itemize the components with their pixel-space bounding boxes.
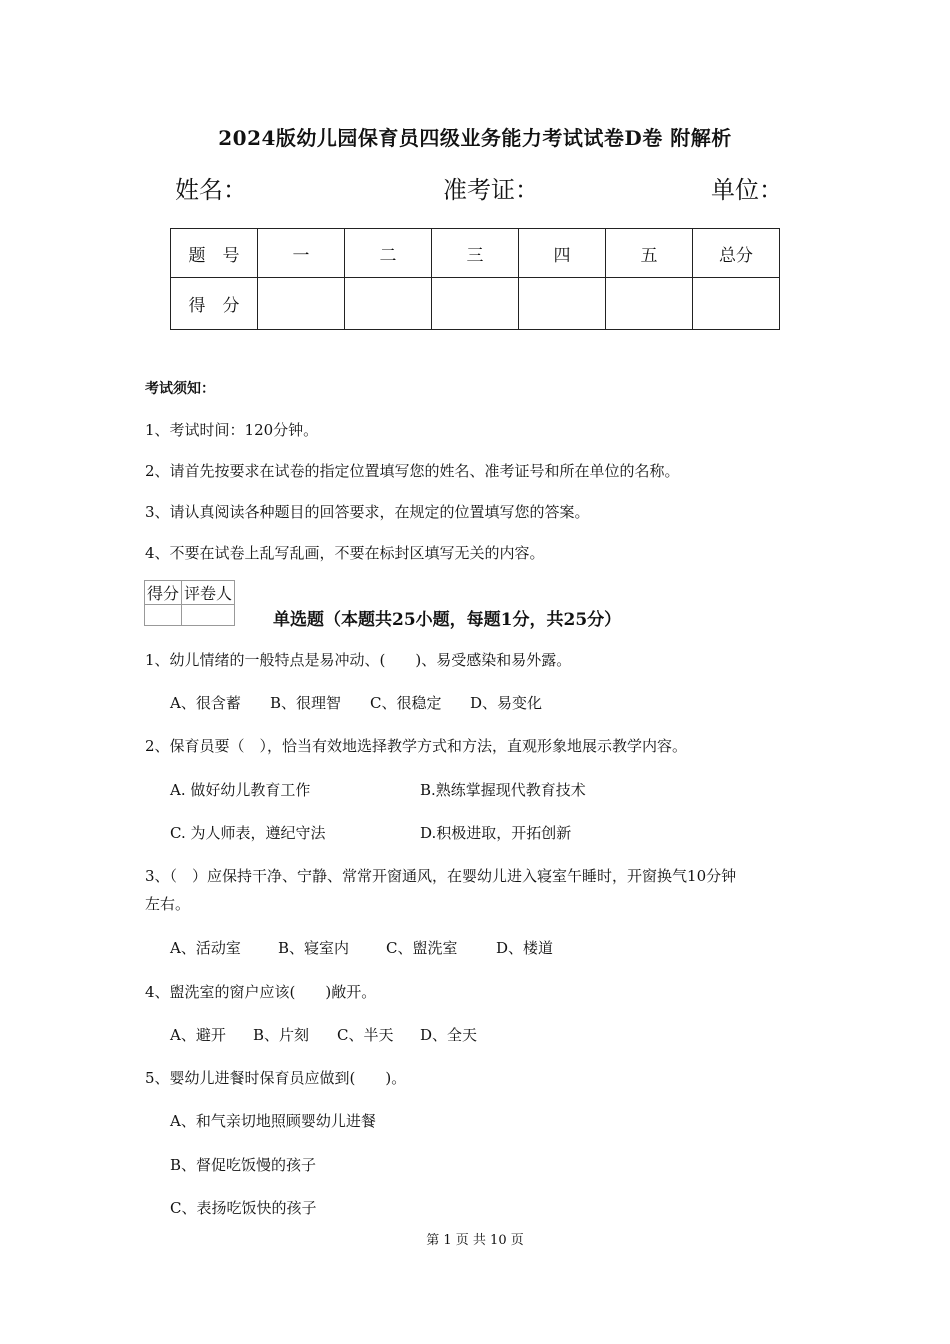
option[interactable]: A. 做好幼儿教育工作 — [170, 781, 311, 799]
score-table-score-row — [171, 278, 780, 330]
exam-id-field-label: 准考证： — [443, 176, 539, 204]
option[interactable]: C、表扬吃饭快的孩子 — [170, 1199, 317, 1217]
notice-item: 3、请认真阅读各种题目的回答要求，在规定的位置填写您的答案。 — [145, 503, 590, 521]
score-header-cell: 二 — [345, 229, 432, 278]
unit-field-label: 单位： — [711, 176, 783, 204]
option[interactable]: C、半天 — [337, 1026, 394, 1044]
option[interactable]: A、活动室 — [170, 939, 241, 957]
question-stem: 1、幼儿情绪的一般特点是易冲动、( )、易受感染和易外露。 — [145, 651, 572, 669]
grader-box — [144, 580, 235, 626]
option[interactable]: A、避开 — [170, 1026, 226, 1044]
option[interactable]: B、督促吃饭慢的孩子 — [170, 1156, 317, 1174]
option[interactable]: D、楼道 — [496, 939, 554, 957]
grader-score-cell[interactable] — [145, 605, 182, 626]
score-header-cell: 题 号 — [171, 229, 258, 278]
notice-item: 2、请首先按要求在试卷的指定位置填写您的姓名、准考证号和所在单位的名称。 — [145, 462, 680, 480]
score-header-cell: 三 — [432, 229, 519, 278]
question-stem: 4、盥洗室的窗户应该( )敞开。 — [145, 983, 377, 1001]
score-cell[interactable] — [519, 278, 606, 330]
score-cell[interactable] — [258, 278, 345, 330]
option[interactable]: A、很含蓄 — [170, 694, 241, 712]
option[interactable]: C、很稳定 — [370, 694, 442, 712]
score-cell[interactable] — [606, 278, 693, 330]
option[interactable]: C、盥洗室 — [386, 939, 458, 957]
question-stem: 3、（ ）应保持干净、宁静、常常开窗通风，在婴幼儿进入寝室午睡时，开窗换气10分钟 — [145, 867, 737, 885]
option[interactable]: B.熟练掌握现代教育技术 — [420, 781, 586, 799]
score-header-cell: 总分 — [693, 229, 780, 278]
score-header-cell: 五 — [606, 229, 693, 278]
name-field-label: 姓名： — [175, 176, 247, 204]
grader-reviewer-label: 评卷人 — [182, 581, 235, 605]
score-cell[interactable] — [432, 278, 519, 330]
option[interactable]: C. 为人师表，遵纪守法 — [170, 824, 326, 842]
question-stem: 2、保育员要（ ），恰当有效地选择教学方式和方法，直观形象地展示教学内容。 — [145, 737, 688, 755]
score-row-label: 得 分 — [171, 278, 258, 330]
score-table-header-row — [171, 229, 780, 278]
score-header-cell: 一 — [258, 229, 345, 278]
score-cell[interactable] — [345, 278, 432, 330]
option[interactable]: B、寝室内 — [278, 939, 350, 957]
grader-score-label: 得分 — [145, 581, 182, 605]
section-title: 单选题（本题共25小题，每题1分，共25分） — [273, 610, 622, 630]
option[interactable]: D、全天 — [420, 1026, 478, 1044]
option[interactable]: A、和气亲切地照顾婴幼儿进餐 — [170, 1112, 376, 1130]
question-stem-continued: 左右。 — [145, 895, 191, 913]
page-footer: 第 1 页 共 10 页 — [426, 1233, 524, 1248]
score-cell[interactable] — [693, 278, 780, 330]
notice-item: 4、不要在试卷上乱写乱画，不要在标封区填写无关的内容。 — [145, 544, 545, 562]
option[interactable]: D、易变化 — [470, 694, 543, 712]
notice-title: 考试须知： — [145, 381, 215, 397]
option[interactable]: D.积极进取，开拓创新 — [420, 824, 572, 842]
option[interactable]: B、很理智 — [270, 694, 342, 712]
score-table — [170, 228, 780, 330]
notice-item: 1、考试时间：120分钟。 — [145, 421, 319, 439]
option[interactable]: B、片刻 — [253, 1026, 310, 1044]
grader-reviewer-cell[interactable] — [182, 605, 235, 626]
question-stem: 5、婴幼儿进餐时保育员应做到( )。 — [145, 1069, 407, 1087]
page-title: 2024版幼儿园保育员四级业务能力考试试卷D卷 附解析 — [218, 126, 732, 150]
score-header-cell: 四 — [519, 229, 606, 278]
